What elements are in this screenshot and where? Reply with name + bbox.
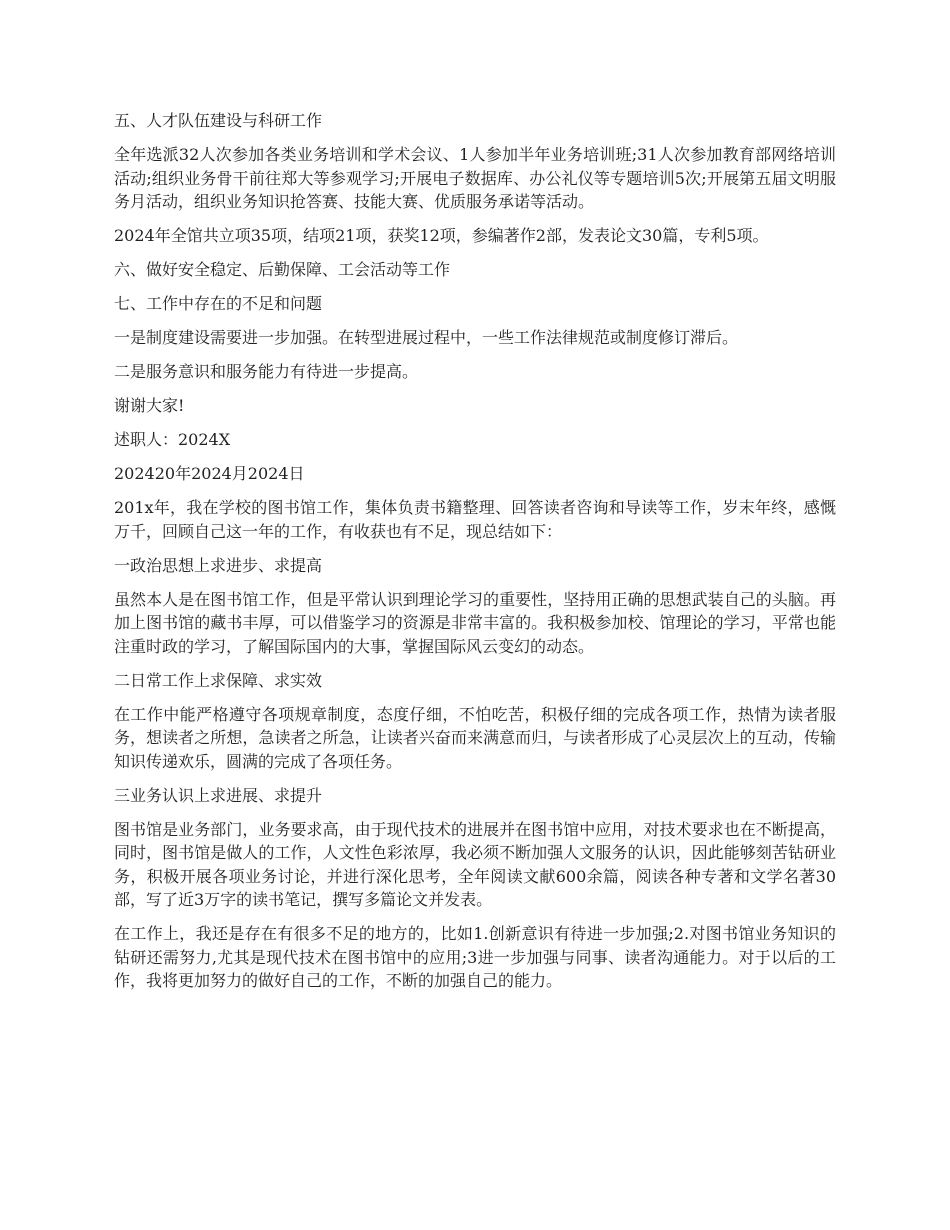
section-heading-political: 一政治思想上求进步、求提高: [114, 555, 323, 575]
paragraph-presenter: 述职人：2024X: [114, 430, 231, 449]
section-heading-daily-work: 二日常工作上求保障、求实效: [114, 670, 323, 690]
paragraph-date: 202420年2024月2024日: [114, 464, 305, 483]
section-heading-business: 三业务认识上求进展、求提升: [114, 785, 323, 805]
paragraph-thanks: 谢谢大家!: [114, 396, 185, 415]
section-heading-safety: 六、做好安全稳定、后勤保障、工会活动等工作: [114, 260, 451, 279]
paragraph-intro: 201x年，我在学校的图书馆工作，集体负责书籍整理、回答读者咨询和导读等工作，岁末年终，感慨万千，回顾自己这一年的工作，有收获也有不足，现总结如下：: [114, 498, 836, 541]
paragraph-business: 图书馆是业务部门，业务要求高，由于现代技术的进展并在图书馆中应用，对技术要求也在不断提高，同时，图书馆是做人的工作，人文性色彩浓厚，我必须不断加强人文服务的认识，因此能够刻苦钻研业务，积极开展各项业务讨论，并进行深化思考，全年阅读文献600余篇，阅读各种专著和文学名著30部，写了近3万字的读书笔记，撰写多篇论文并发表。: [114, 819, 836, 909]
paragraph-political: 虽然本人是在图书馆工作，但是平常认识到理论学习的重要性，坚持用正确的思想武装自己的头脑。再加上图书馆的藏书丰厚，可以借鉴学习的资源是非常丰富的。我积极参加校、馆理论的学习，平常也能注重时政的学习，了解国际国内的大事，掌握国际风云变幻的动态。: [114, 589, 836, 656]
paragraph-training: 全年选派32人次参加各类业务培训和学术会议、1人参加半年业务培训班;31人次参加教育部网络培训活动;组织业务骨干前往郑大等参观学习;开展电子数据库、办公礼仪等专题培训5次;开展第五届文明服务月活动，组织业务知识抢答赛、技能大赛、优质服务承诺等活动。: [114, 145, 836, 211]
section-heading-problems: 七、工作中存在的不足和问题: [114, 294, 323, 313]
paragraph-research-stats: 2024年全馆共立项35项，结项21项，获奖12项，参编著作2部，发表论文30篇，专利5项。: [114, 226, 769, 245]
document-body: [114, 109, 836, 1003]
paragraph-daily-work: 在工作中能严格遵守各项规章制度，态度仔细，不怕吃苦，积极仔细的完成各项工作，热情为读者服务，想读者之所想，急读者之所急，让读者兴奋而来满意而归，与读者形成了心灵层次上的互动，传输知识传递欢乐，圆满的完成了各项任务。: [114, 704, 836, 771]
paragraph-shortcomings: 在工作上，我还是存在有很多不足的地方的，比如1.创新意识有待进一步加强;2.对图书馆业务知识的钻研还需努力,尤其是现代技术在图书馆中的应用;3进一步加强与同事、读者沟通能力。对于以后的工作，我将更加努力的做好自己的工作，不断的加强自己的能力。: [114, 924, 836, 990]
section-heading-talent: 五、人才队伍建设与科研工作: [114, 111, 323, 130]
paragraph-problem-one: 一是制度建设需要进一步加强。在转型进展过程中，一些工作法律规范或制度修订滞后。: [114, 328, 739, 347]
paragraph-problem-two: 二是服务意识和服务能力有待进一步提高。: [114, 362, 419, 381]
